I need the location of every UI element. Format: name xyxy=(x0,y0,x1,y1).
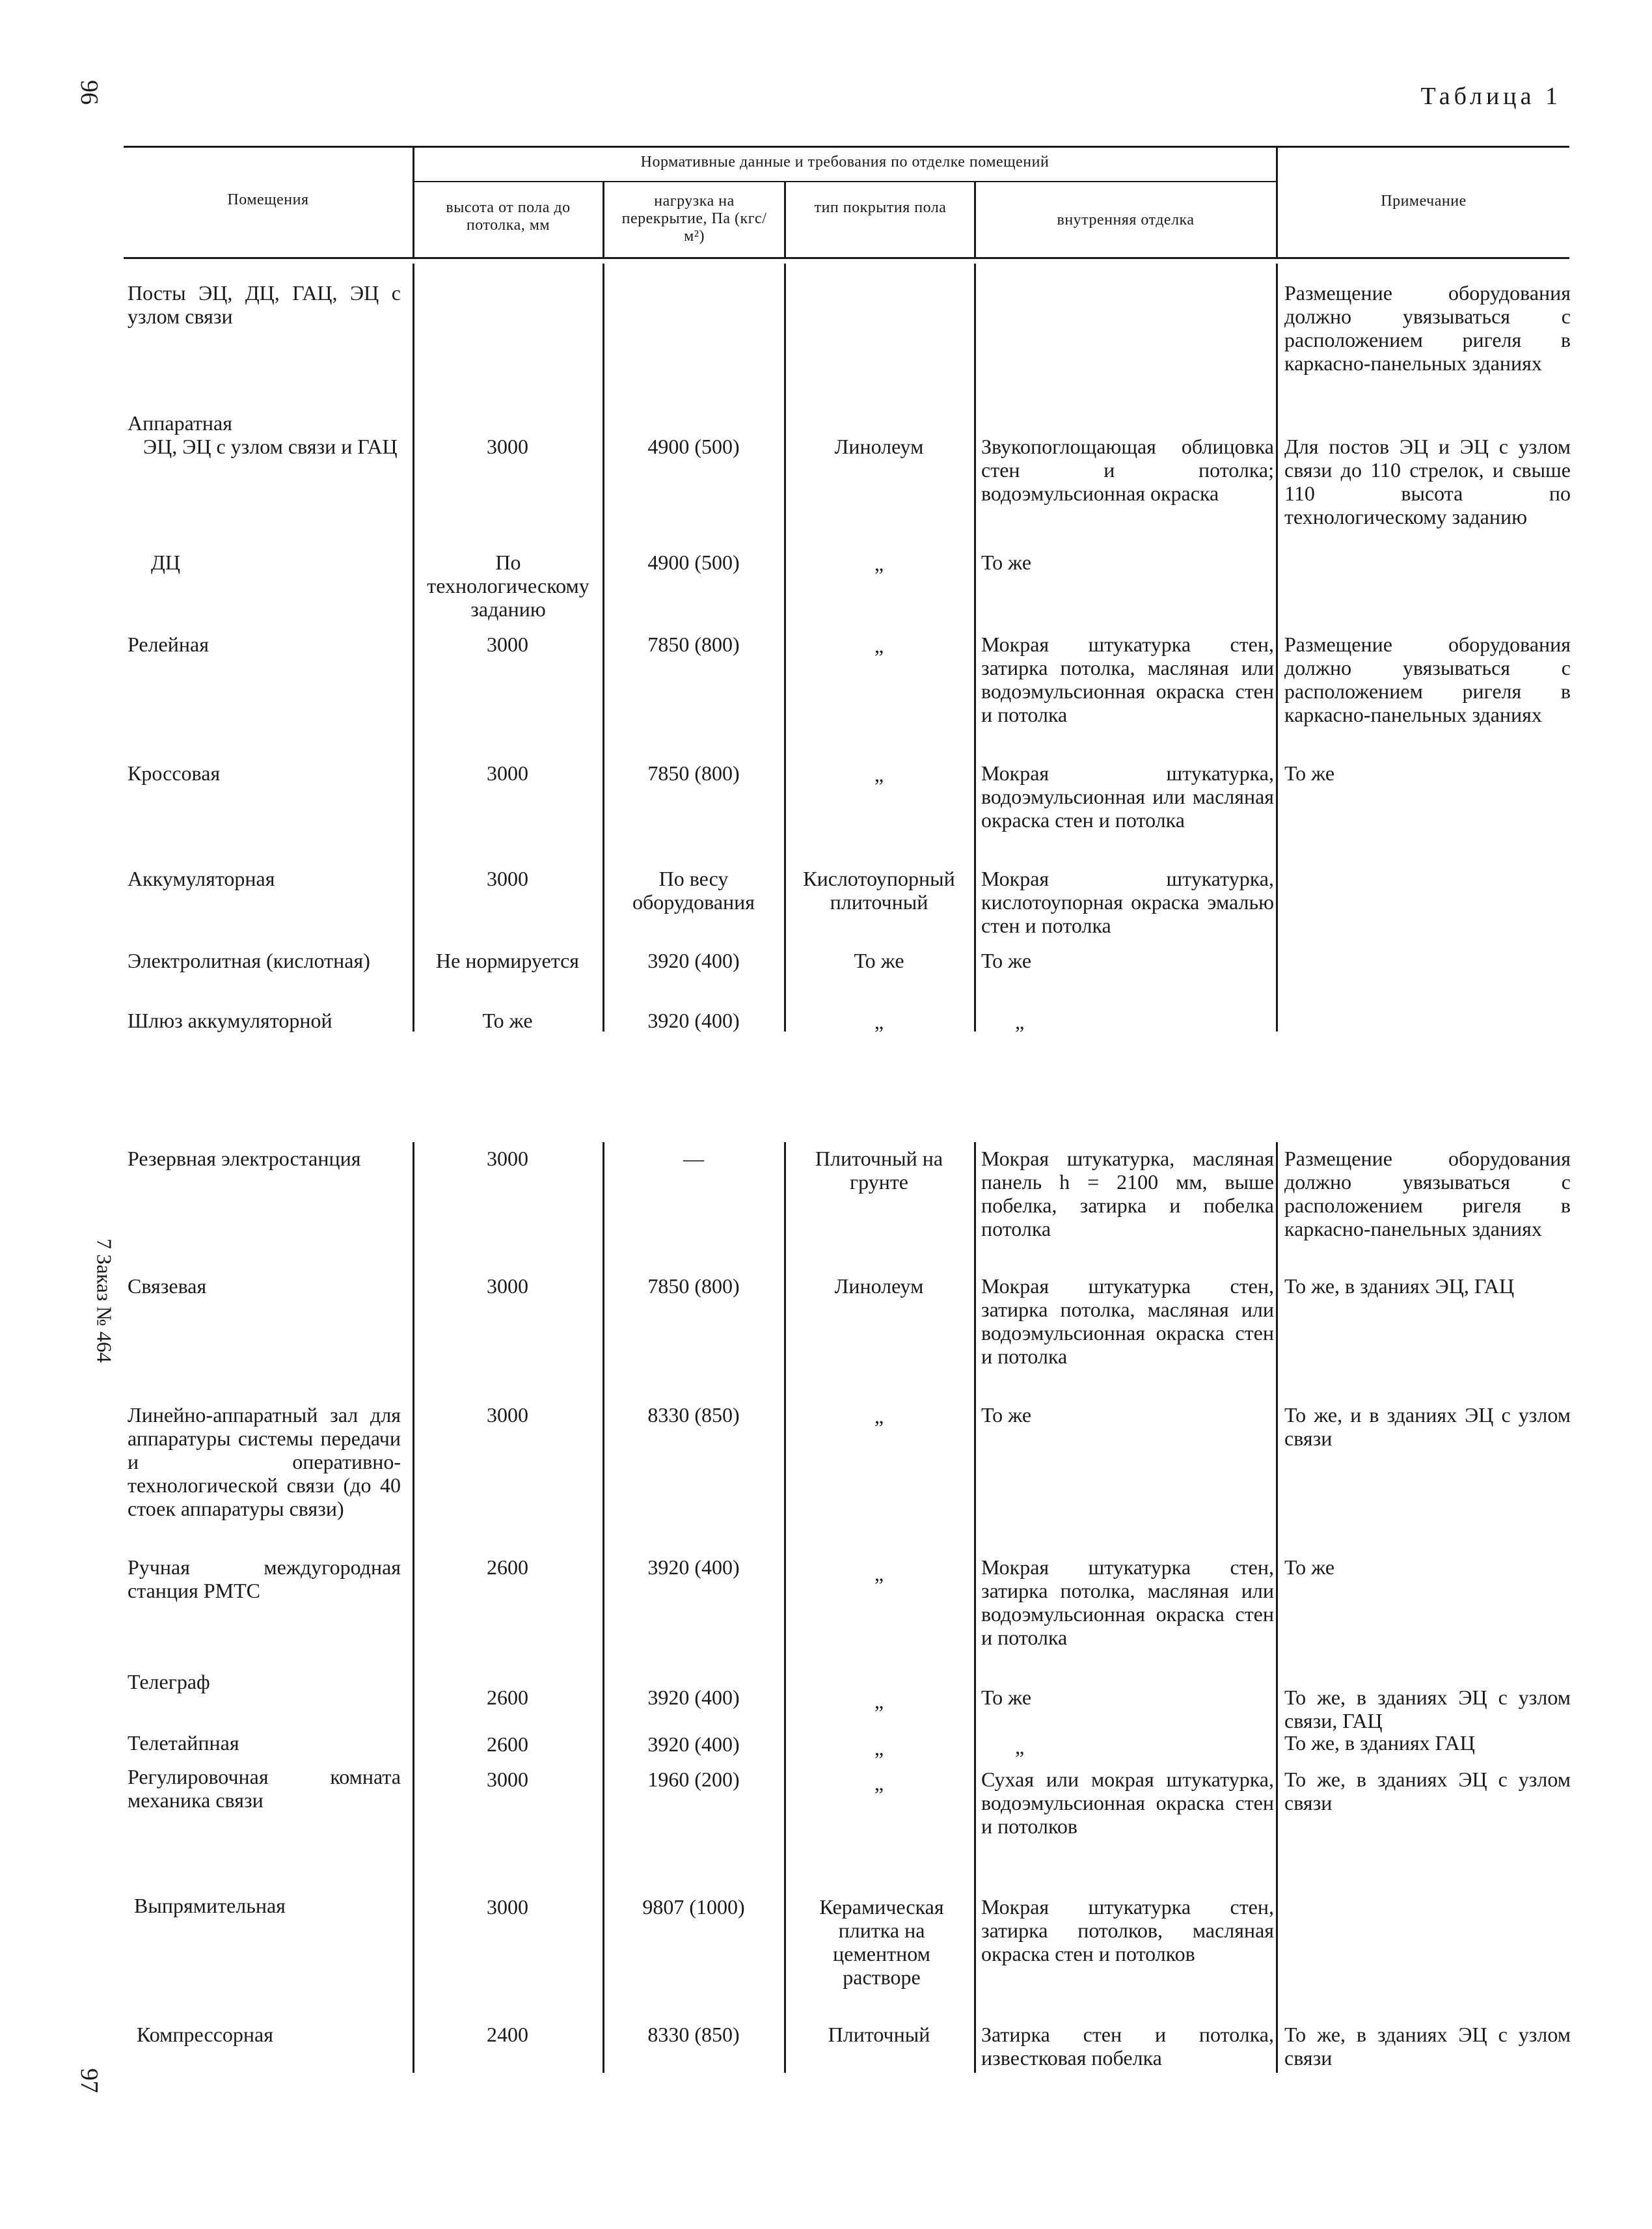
header-group: Нормативные данные и требования по отделке помещений xyxy=(640,154,1049,171)
table-row-load: 4900 (500) xyxy=(647,435,740,458)
table-row-room: Линейно-аппаратный зал для аппаратуры системы передачи и оперативно-технологической связи (до 40 стоек аппаратуры связи) xyxy=(128,1403,401,1520)
table-row-load: 3920 (400) xyxy=(647,949,740,972)
column-rule-5 xyxy=(1276,1142,1278,2073)
table-row-room: Аппаратная xyxy=(128,411,232,435)
table-row-floor: „ xyxy=(874,552,884,575)
table-row-floor: Линолеум xyxy=(834,1274,924,1298)
header-floor: тип покрытия пола xyxy=(814,199,947,216)
table-row-room: Связевая xyxy=(128,1274,207,1298)
header-finish: внутренняя отделка xyxy=(1057,212,1195,228)
column-rule-2 xyxy=(603,264,604,1032)
table-row-height: 3000 xyxy=(487,633,528,656)
table-row-room: ДЦ xyxy=(151,551,180,574)
column-rule-5 xyxy=(1276,264,1278,1032)
header-height: высота от пола до потолка, мм xyxy=(446,199,571,234)
header-divider-4 xyxy=(974,181,976,258)
table-row-load: 3920 (400) xyxy=(647,1009,740,1032)
table-row-load: 9807 (1000) xyxy=(642,1895,745,1919)
table-row-height: 3000 xyxy=(487,1403,528,1427)
header-load: нагрузка на перекрытие, Па (кгс/м²) xyxy=(621,193,767,245)
table-row-room: Выпрямительная xyxy=(134,1894,286,1917)
table-row-load: 3920 (400) xyxy=(647,1555,740,1579)
column-rule-3 xyxy=(784,1142,786,2073)
table-row-note: То же, в зданиях ЭЦ с узлом связи xyxy=(1284,1768,1571,1814)
table-row-floor: Керамическая плитка на цементном растворе xyxy=(819,1895,944,1989)
table-row-floor: Плиточный на грунте xyxy=(815,1147,943,1194)
table-row-finish: Затирка стен и потолка, известковая побелка xyxy=(981,2023,1274,2070)
table-row-note: Размещение оборудования должно увязываться с расположением ригеля в каркасно-панельных зданиях xyxy=(1284,1147,1571,1240)
header-rooms: Помещения xyxy=(227,191,309,208)
table-row-note: То же xyxy=(1284,1555,1335,1579)
header-note: Примечание xyxy=(1381,193,1467,210)
table-row-finish: Мокрая штукатурка, водоэмульсионная или масляная окраска стен и потолка xyxy=(981,761,1274,832)
column-rule-3 xyxy=(784,264,786,1032)
table-row-floor: Плиточный xyxy=(828,2023,930,2046)
table-row-height: 3000 xyxy=(487,1147,528,1170)
table-row-height: 3000 xyxy=(487,761,528,785)
table-row-room: Шлюз аккумуляторной xyxy=(128,1009,332,1032)
table-row-room: Релейная xyxy=(128,633,209,656)
table-row-floor: „ xyxy=(874,1771,884,1795)
table-row-height: 2400 xyxy=(487,2023,528,2046)
table-row-finish: Сухая или мокрая штукатурка, водоэмульсионная окраска стен и потолков xyxy=(981,1768,1274,1838)
table-row-note: Размещение оборудования должно увязываться с расположением ригеля в каркасно-панельных зданиях xyxy=(1284,281,1571,375)
table-row-finish: Мокрая штукатурка, масляная панель h = 2100 мм, выше побелка, затирка и побелка потолка xyxy=(981,1147,1274,1240)
table-row-load: 8330 (850) xyxy=(647,1403,740,1427)
table-row-room: Телеграф xyxy=(128,1670,210,1693)
table-row-load: 1960 (200) xyxy=(647,1768,740,1791)
page-number-top: 96 xyxy=(75,80,103,105)
table-row-floor: „ xyxy=(874,1689,884,1713)
table-row-room: Посты ЭЦ, ДЦ, ГАЦ, ЭЦ с узлом связи xyxy=(128,281,401,328)
table-row-load: 7850 (800) xyxy=(647,1274,740,1298)
table-row-finish: „ xyxy=(1015,1010,1025,1033)
table-row-finish: Мокрая штукатурка, кислотоупорная окраска эмалью стен и потолка xyxy=(981,867,1274,937)
table-row-height: По технологическому заданию xyxy=(427,551,589,621)
table-row-floor: Линолеум xyxy=(834,435,924,458)
table-row-height: 2600 xyxy=(487,1686,528,1709)
table-row-floor: „ xyxy=(874,763,884,786)
table-row-note: Для постов ЭЦ и ЭЦ с узлом связи до 110 стрелок, и свыше 110 высота по технологическому заданию xyxy=(1284,435,1571,528)
page-number-bottom: 97 xyxy=(75,2068,103,2093)
table-row-load: 4900 (500) xyxy=(647,551,740,574)
order-note: 7 Заказ № 464 xyxy=(92,1238,116,1363)
table-row-floor: „ xyxy=(874,1404,884,1428)
table-row-floor: Кислотоупорный плиточный xyxy=(803,867,955,914)
table-row-finish: Мокрая штукатурка стен, затирка потолков, масляная окраска стен и потолков xyxy=(981,1895,1274,1965)
table-row-height: 2600 xyxy=(487,1732,528,1756)
table-row-note: Размещение оборудования должно увязываться с расположением ригеля в каркасно-панельных зданиях xyxy=(1284,633,1571,726)
table-row-load: 3920 (400) xyxy=(647,1686,740,1709)
table-row-load: — xyxy=(683,1147,704,1170)
table-row-load: По весу оборудования xyxy=(632,867,755,914)
table-row-height: 3000 xyxy=(487,867,528,890)
table-row-note: То же xyxy=(1284,761,1335,785)
table-row-height: 2600 xyxy=(487,1555,528,1579)
table-row-room: Резервная электростанция xyxy=(128,1147,361,1170)
table-row-room: Компрессорная xyxy=(137,2023,273,2046)
table-row-note: То же, в зданиях ЭЦ с узлом связи xyxy=(1284,2023,1571,2070)
column-rule-4 xyxy=(974,1142,976,2073)
header-divider-2 xyxy=(603,181,604,258)
table-row-height: Не нормируется xyxy=(436,949,579,972)
column-rule-4 xyxy=(974,264,976,1032)
table-row-finish: Звукопоглощающая облицовка стен и потолка; водоэмульсионная окраска xyxy=(981,435,1274,505)
table-row-room: Ручная междугородная станция РМТС xyxy=(128,1555,401,1602)
table-caption: Таблица 1 xyxy=(1420,83,1562,110)
table-row-room: Регулировочная комната механика связи xyxy=(128,1765,401,1812)
table-row-floor: „ xyxy=(874,1736,884,1760)
table-row-height: 3000 xyxy=(487,1895,528,1919)
table-row-finish: Мокрая штукатурка стен, затирка потолка, масляная или водоэмульсионная окраска стен и потолка xyxy=(981,1274,1274,1368)
table-row-finish: Мокрая штукатурка стен, затирка потолка, масляная или водоэмульсионная окраска стен и потолка xyxy=(981,633,1274,726)
table-row-note: То же, и в зданиях ЭЦ с узлом связи xyxy=(1284,1403,1571,1450)
table-row-height: 3000 xyxy=(487,435,528,458)
table-row-note: То же, в зданиях ЭЦ, ГАЦ xyxy=(1284,1274,1515,1298)
table-row-height: То же xyxy=(482,1009,533,1032)
table-row-room: Электролитная (кислотная) xyxy=(128,949,370,972)
column-rule-2 xyxy=(603,1142,604,2073)
header-bottom-rule xyxy=(124,257,1569,259)
group-header-rule xyxy=(413,181,1276,182)
table-row-height: 3000 xyxy=(487,1274,528,1298)
table-row-room: Телетайпная xyxy=(128,1731,239,1755)
table-row-note: То же, в зданиях ГАЦ xyxy=(1284,1731,1475,1755)
table-row-floor: „ xyxy=(874,1562,884,1585)
table-row-load: 3920 (400) xyxy=(647,1732,740,1756)
table-row-room: Аккумуляторная xyxy=(128,867,275,890)
table-row-finish: Мокрая штукатурка стен, затирка потолка, масляная или водоэмульсионная окраска стен и потолка xyxy=(981,1555,1274,1649)
table-row-finish: То же xyxy=(981,551,1032,574)
table-row-height: 3000 xyxy=(487,1768,528,1791)
table-row-floor: „ xyxy=(874,1010,884,1033)
table-row-load: 7850 (800) xyxy=(647,633,740,656)
table-row-finish: То же xyxy=(981,949,1032,972)
table-row-finish: То же xyxy=(981,1686,1032,1709)
table-row-note: То же, в зданиях ЭЦ с узлом связи, ГАЦ xyxy=(1284,1686,1571,1732)
table-row-room: ЭЦ, ЭЦ с узлом связи и ГАЦ xyxy=(143,435,398,458)
table-top-rule xyxy=(124,146,1569,148)
header-divider-3 xyxy=(784,181,786,258)
table-row-load: 8330 (850) xyxy=(647,2023,740,2046)
table-row-load: 7850 (800) xyxy=(647,761,740,785)
table-row-floor: То же xyxy=(854,949,904,972)
table-row-floor: „ xyxy=(874,634,884,657)
table-row-room: Кроссовая xyxy=(128,761,221,785)
table-row-finish: „ xyxy=(1015,1735,1025,1758)
table-row-finish: То же xyxy=(981,1403,1032,1427)
